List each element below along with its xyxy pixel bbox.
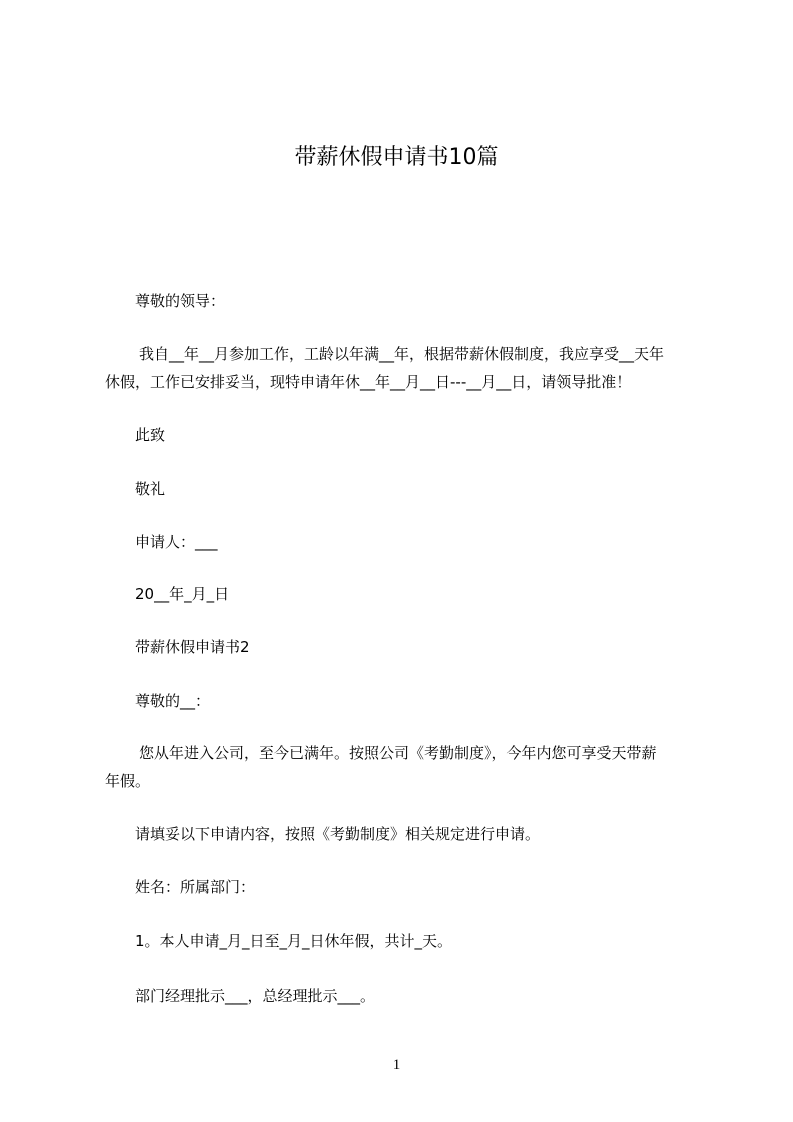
date-line: 20__年_月_日: [135, 585, 230, 603]
paragraph-1-line-2: 休假，工作已安排妥当，现特申请年休__年__月__日---__月__日，请领导批准！: [105, 373, 632, 391]
paragraph-3: 请填妥以下申请内容，按照《考勤制度》相关规定进行申请。: [135, 825, 541, 843]
paragraph-1-line-1: 我自__年__月参加工作，工龄以年满__年，根据带薪休假制度，我应享受__天年: [139, 345, 665, 363]
section-2-title: 带薪休假申请书2: [135, 638, 250, 656]
applicant-line: 申请人：___: [135, 533, 218, 551]
document-title: 带薪休假申请书10篇: [294, 145, 499, 170]
salutation: 尊敬的领导：: [135, 292, 226, 310]
page-number: 1: [392, 1057, 401, 1073]
name-department-line: 姓名：所属部门：: [135, 878, 256, 896]
paragraph-2-line-2: 年假。: [105, 772, 151, 790]
salutation-2: 尊敬的__：: [135, 692, 211, 710]
closing-line-1: 此致: [135, 426, 166, 444]
paragraph-2-line-1: 您从年进入公司，至今已满年。按照公司《考勤制度》，今年内您可享受天带薪: [139, 744, 657, 762]
item-1: 1。本人申请_月_日至_月_日休年假，共计_天。: [135, 932, 453, 950]
closing-line-2: 敬礼: [135, 480, 166, 498]
approval-line: 部门经理批示___，总经理批示___。: [135, 987, 376, 1005]
